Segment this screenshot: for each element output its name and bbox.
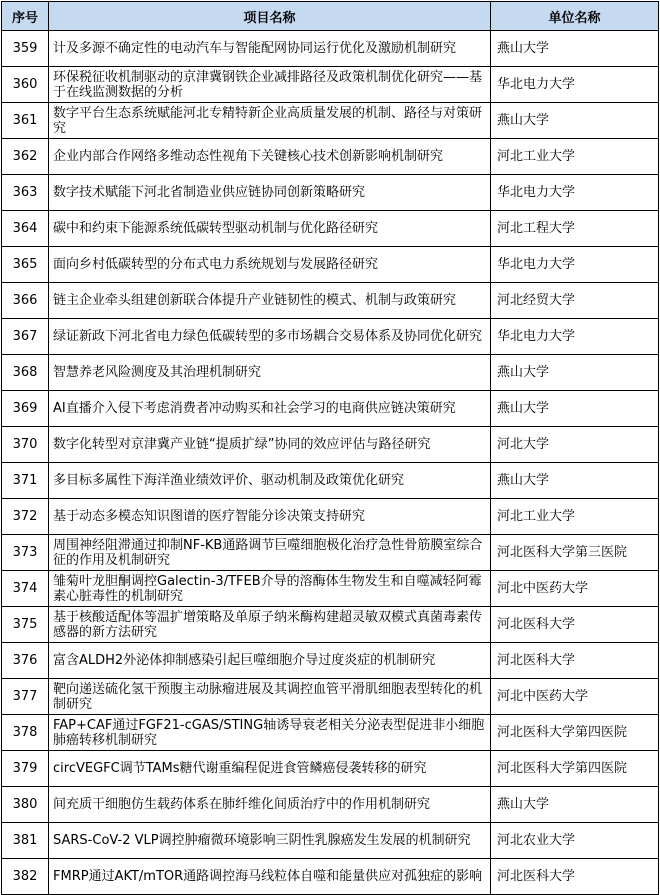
row-number: 359	[2, 31, 49, 67]
project-title: SARS-CoV-2 VLP调控肿瘤微环境影响三阴性乳腺癌发生发展的机制研究	[49, 823, 491, 859]
institution-name: 华北电力大学	[491, 67, 659, 103]
project-title: 多目标多属性下海洋渔业绩效评价、驱动机制及政策优化研究	[49, 463, 491, 499]
row-number: 371	[2, 463, 49, 499]
institution-name: 河北医科大学	[491, 859, 659, 895]
row-number: 366	[2, 283, 49, 319]
project-title: 碳中和约束下能源系统低碳转型驱动机制与优化路径研究	[49, 211, 491, 247]
project-title: 绿证新政下河北省电力绿色低碳转型的多市场耦合交易体系及协同优化研究	[49, 319, 491, 355]
table-row	[2, 391, 659, 427]
row-number: 381	[2, 823, 49, 859]
table-row	[2, 355, 659, 391]
row-number: 365	[2, 247, 49, 283]
row-number: 378	[2, 715, 49, 751]
row-number: 382	[2, 859, 49, 895]
row-number: 368	[2, 355, 49, 391]
project-title: 链主企业牵头组建创新联合体提升产业链韧性的模式、机制与政策研究	[49, 283, 491, 319]
institution-name: 华北电力大学	[491, 247, 659, 283]
table-row	[2, 319, 659, 355]
project-title: 富含ALDH2外泌体抑制感染引起巨噬细胞介导过度炎症的机制研究	[49, 643, 491, 679]
project-title: 环保税征收机制驱动的京津冀钢铁企业减排路径及政策机制优化研究——基于在线监测数据的分析	[49, 67, 491, 103]
header-num: 序号	[2, 2, 49, 31]
institution-name: 河北农业大学	[491, 823, 659, 859]
institution-name: 河北工业大学	[491, 499, 659, 535]
institution-name: 河北医科大学	[491, 607, 659, 643]
row-number: 372	[2, 499, 49, 535]
institution-name: 燕山大学	[491, 355, 659, 391]
project-title: 间充质干细胞仿生载药体系在肺纤维化间质治疗中的作用机制研究	[49, 787, 491, 823]
table-row	[2, 643, 659, 679]
table-row	[2, 247, 659, 283]
table-row	[2, 139, 659, 175]
project-title: AI直播介入侵下考虑消费者冲动购买和社会学习的电商供应链决策研究	[49, 391, 491, 427]
institution-name: 华北电力大学	[491, 175, 659, 211]
row-number: 380	[2, 787, 49, 823]
row-number: 375	[2, 607, 49, 643]
project-title: 基于核酸适配体等温扩增策略及单原子纳米酶构建超灵敏双模式真菌毒素传感器的新方法研究	[49, 607, 491, 643]
table-row	[2, 175, 659, 211]
table-row	[2, 31, 659, 67]
table-row	[2, 535, 659, 571]
table-row	[2, 679, 659, 715]
table-row	[2, 499, 659, 535]
header-title: 项目名称	[49, 2, 491, 31]
row-number: 376	[2, 643, 49, 679]
project-title: 靶向递送硫化氢干预腹主动脉瘤进展及其调控血管平滑肌细胞表型转化的机制研究	[49, 679, 491, 715]
institution-name: 河北工程大学	[491, 211, 659, 247]
row-number: 377	[2, 679, 49, 715]
project-table	[1, 1, 659, 895]
project-title: 智慧养老风险测度及其治理机制研究	[49, 355, 491, 391]
institution-name: 华北电力大学	[491, 319, 659, 355]
institution-name: 河北大学	[491, 427, 659, 463]
header-unit: 单位名称	[491, 2, 659, 31]
table-row	[2, 859, 659, 895]
project-title: circVEGFC调节TAMs糖代谢重编程促进食管鳞癌侵袭转移的研究	[49, 751, 491, 787]
institution-name: 河北医科大学第四医院	[491, 715, 659, 751]
table-row	[2, 607, 659, 643]
project-title: 计及多源不确定性的电动汽车与智能配网协同运行优化及激励机制研究	[49, 31, 491, 67]
institution-name: 河北工业大学	[491, 139, 659, 175]
institution-name: 河北中医药大学	[491, 571, 659, 607]
table-row	[2, 211, 659, 247]
project-title: 数字化转型对京津冀产业链“提质扩绿”协同的效应评估与路径研究	[49, 427, 491, 463]
table-header-row	[2, 2, 659, 31]
project-title: 面向乡村低碳转型的分布式电力系统规划与发展路径研究	[49, 247, 491, 283]
row-number: 374	[2, 571, 49, 607]
row-number: 379	[2, 751, 49, 787]
table-row	[2, 283, 659, 319]
institution-name: 河北经贸大学	[491, 283, 659, 319]
project-title: 数字平台生态系统赋能河北专精特新企业高质量发展的机制、路径与对策研究	[49, 103, 491, 139]
project-title: 周围神经阻滞通过抑制NF-KB通路调节巨噬细胞极化治疗急性骨筋膜室综合征的作用及机制研究	[49, 535, 491, 571]
institution-name: 河北医科大学	[491, 643, 659, 679]
row-number: 370	[2, 427, 49, 463]
institution-name: 燕山大学	[491, 391, 659, 427]
institution-name: 河北医科大学第三医院	[491, 535, 659, 571]
project-title: 企业内部合作网络多维动态性视角下关键核心技术创新影响机制研究	[49, 139, 491, 175]
row-number: 360	[2, 67, 49, 103]
table-row	[2, 787, 659, 823]
row-number: 362	[2, 139, 49, 175]
row-number: 373	[2, 535, 49, 571]
row-number: 361	[2, 103, 49, 139]
table-row	[2, 103, 659, 139]
table-row	[2, 715, 659, 751]
row-number: 367	[2, 319, 49, 355]
institution-name: 燕山大学	[491, 103, 659, 139]
table-row	[2, 571, 659, 607]
institution-name: 燕山大学	[491, 31, 659, 67]
table-row	[2, 751, 659, 787]
project-title: 基于动态多模态知识图谱的医疗智能分诊决策支持研究	[49, 499, 491, 535]
institution-name: 燕山大学	[491, 463, 659, 499]
project-title: FAP+CAF通过FGF21-cGAS/STING轴诱导衰老相关分泌表型促进非小细胞肺癌转移机制研究	[49, 715, 491, 751]
institution-name: 河北医科大学第四医院	[491, 751, 659, 787]
table-row	[2, 427, 659, 463]
institution-name: 河北中医药大学	[491, 679, 659, 715]
project-title: 雏菊叶龙胆酮调控Galectin-3/TFEB介导的溶酶体生物发生和自噬减轻阿霉素心脏毒性的机制研究	[49, 571, 491, 607]
table-row	[2, 67, 659, 103]
table-row	[2, 463, 659, 499]
row-number: 369	[2, 391, 49, 427]
project-title: 数字技术赋能下河北省制造业供应链协同创新策略研究	[49, 175, 491, 211]
table-row	[2, 823, 659, 859]
project-title: FMRP通过AKT/mTOR通路调控海马线粒体自噬和能量供应对孤独症的影响	[49, 859, 491, 895]
row-number: 364	[2, 211, 49, 247]
row-number: 363	[2, 175, 49, 211]
institution-name: 燕山大学	[491, 787, 659, 823]
